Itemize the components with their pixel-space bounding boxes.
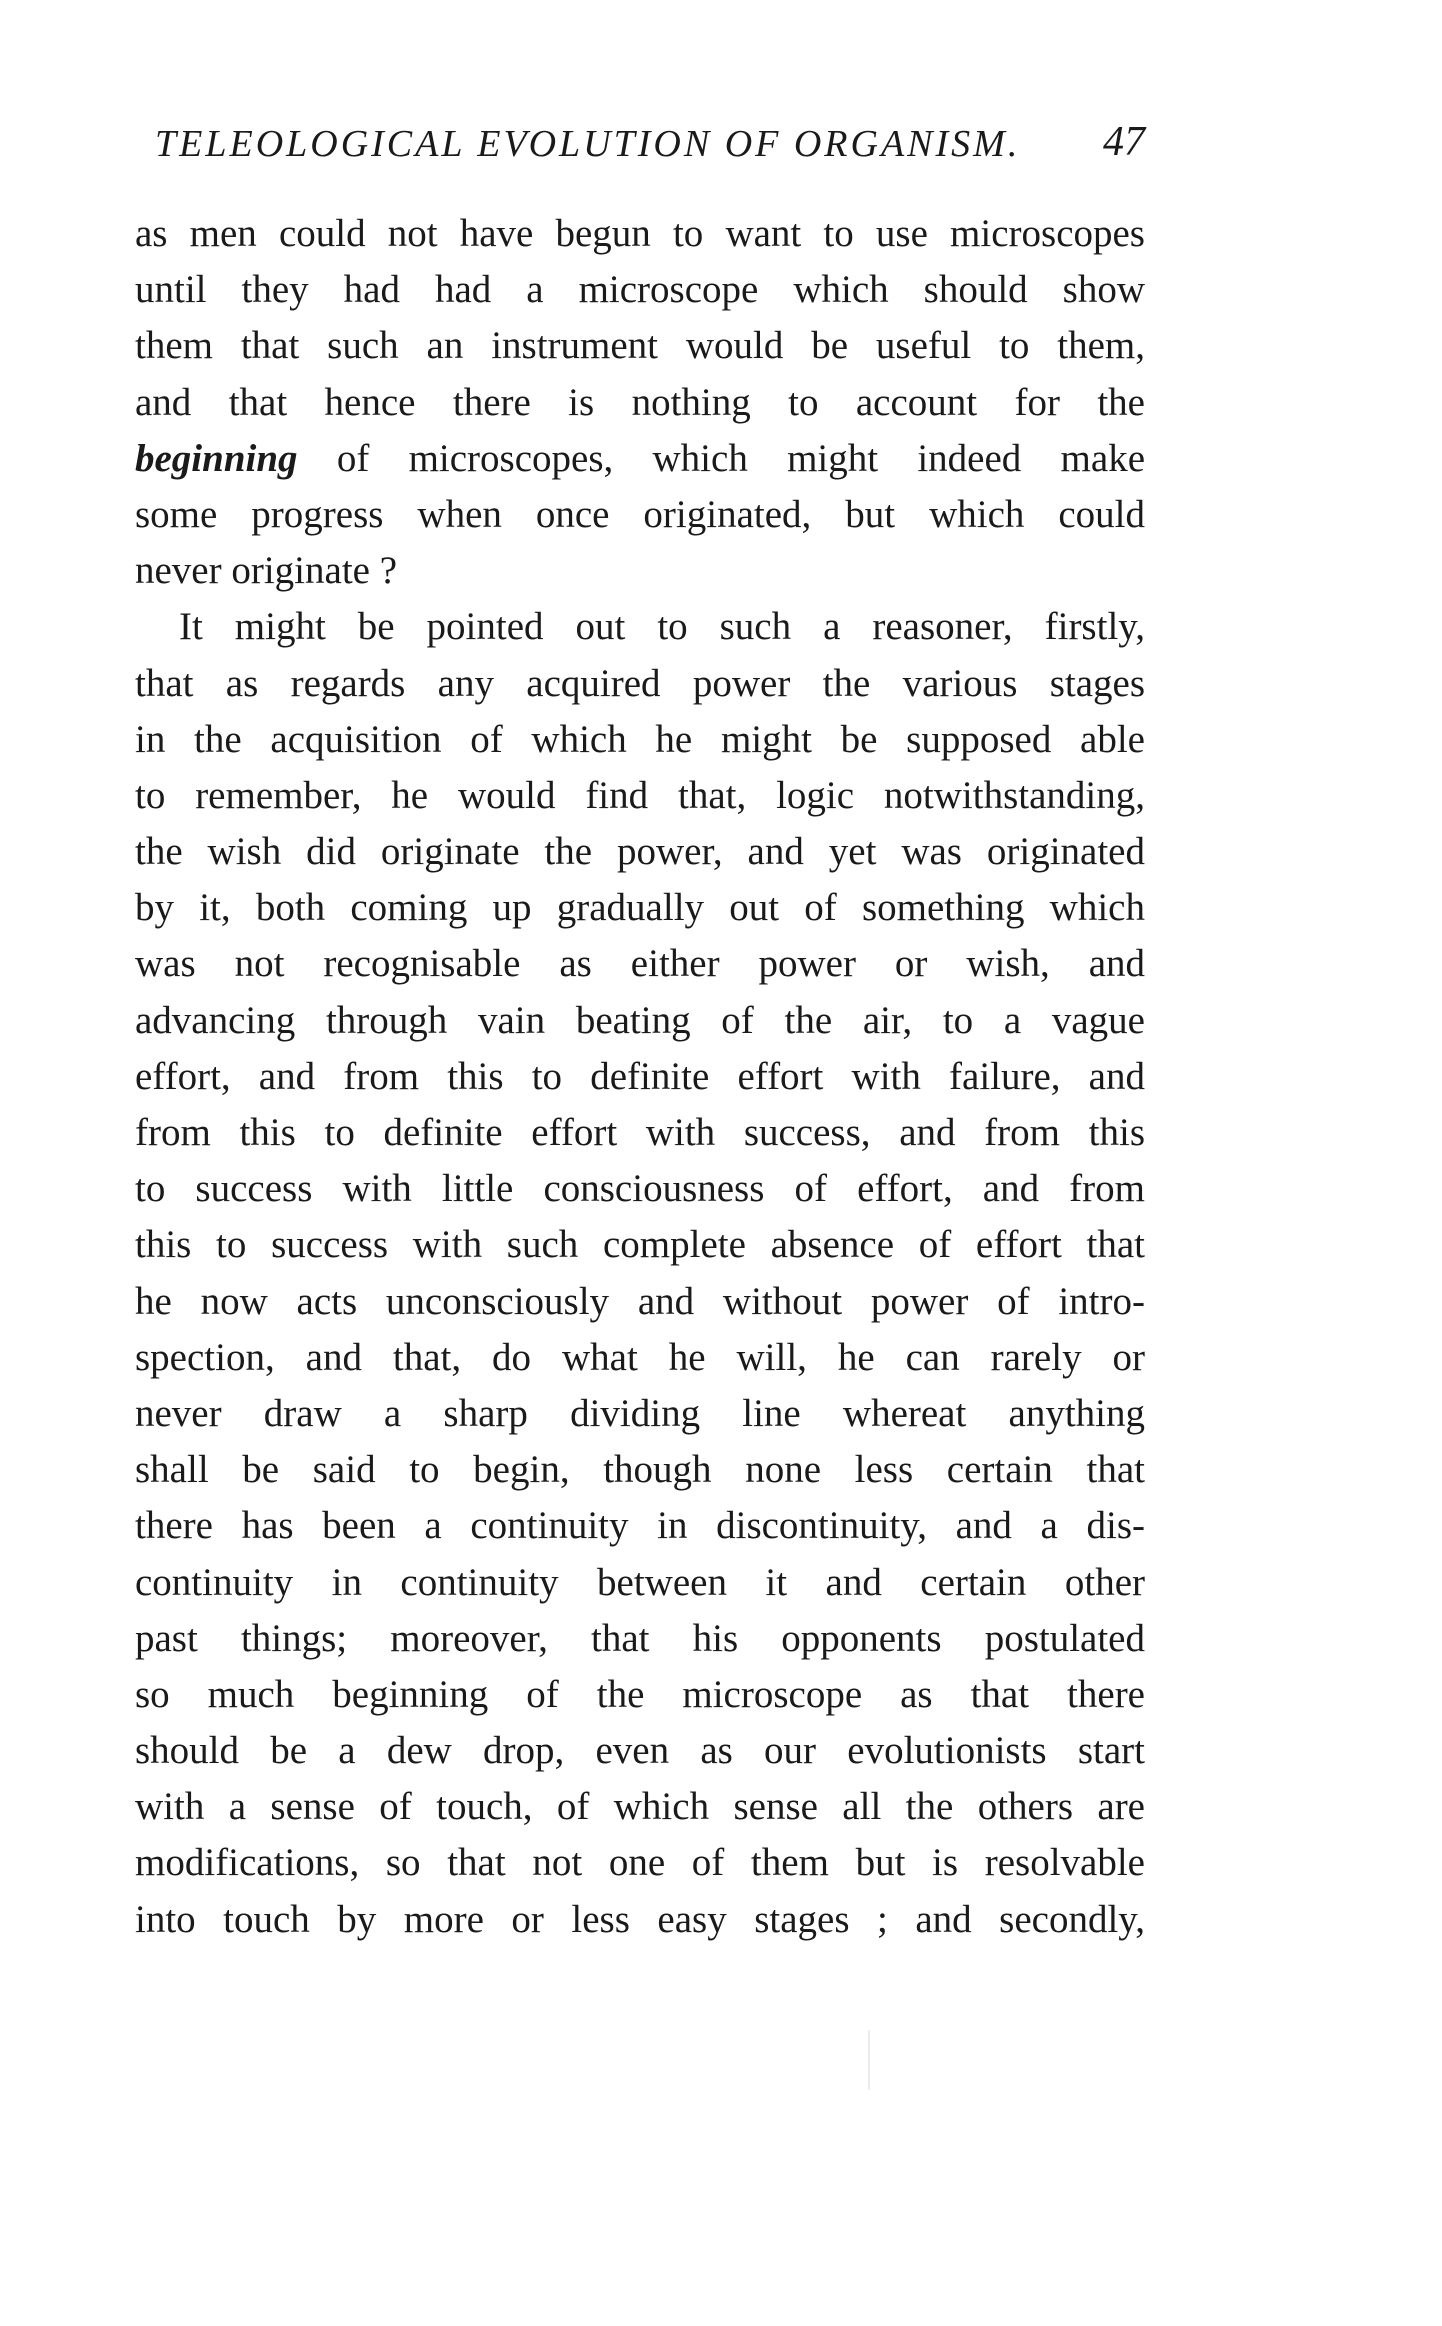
scan-mark <box>868 2030 870 2090</box>
text-line: in the acquisition of which he might be supposed able <box>135 717 1145 761</box>
text-line: never draw a sharp dividing line whereat anything <box>135 1391 1145 1435</box>
body-text <box>135 206 1145 1948</box>
running-head <box>135 118 1145 178</box>
text-line: them that such an instrument would be useful to them, <box>135 324 1145 368</box>
text-line: modifications, so that not one of them but is resolvable <box>135 1841 1145 1885</box>
emphasized-word: beginning <box>135 436 298 480</box>
text-line: to remember, he would find that, logic notwithstanding, <box>135 773 1145 817</box>
text-line <box>135 431 1145 487</box>
text-line: some progress when once originated, but which could <box>135 492 1145 536</box>
text-line: from this to definite effort with success, and from this <box>135 1111 1145 1154</box>
text-line: this to success with such complete absence of effort that <box>135 1223 1145 1267</box>
running-title: TELEOLOGICAL EVOLUTION OF ORGANISM. <box>155 123 1021 165</box>
page-number: 47 <box>1103 119 1145 165</box>
text-line: advancing through vain beating of the air, to a vague <box>135 998 1145 1042</box>
text-line: continuity in continuity between it and certain other <box>135 1560 1145 1604</box>
text-line: until they had had a microscope which should show <box>135 268 1145 312</box>
text-line: was not recognisable as either power or wish, and <box>135 942 1145 986</box>
text-line: effort, and from this to definite effort with failure, and <box>135 1054 1145 1098</box>
text-line: he now acts unconsciously and without power of intro- <box>135 1279 1145 1323</box>
text-line: should be a dew drop, even as our evolutionists start <box>135 1729 1145 1773</box>
text-line: the wish did originate the power, and yet was originated <box>135 830 1145 874</box>
text-line: never originate ? <box>135 549 398 593</box>
text-line: past things; moreover, that his opponents postulated <box>135 1616 1145 1660</box>
text-line: by it, both coming up gradually out of something which <box>135 886 1145 930</box>
text-line: so much beginning of the microscope as that there <box>135 1672 1145 1716</box>
text-line: into touch by more or less easy stages ; and secondly, <box>135 1897 1145 1941</box>
text-line: and that hence there is nothing to account for the <box>135 380 1145 424</box>
text-line: with a sense of touch, of which sense all the others are <box>135 1785 1145 1829</box>
text-line: there has been a continuity in discontinuity, and a dis- <box>135 1504 1145 1548</box>
text-line: that as regards any acquired power the various stages <box>135 661 1145 705</box>
text-line: to success with little consciousness of effort, and from <box>135 1167 1145 1211</box>
text-line: as men could not have begun to want to use microscopes <box>135 212 1145 255</box>
text-line: It might be pointed out to such a reasoner, firstly, <box>179 605 1145 649</box>
text-line: shall be said to begin, though none less certain that <box>135 1448 1145 1492</box>
text-line: spection, and that, do what he will, he can rarely or <box>135 1335 1145 1379</box>
text-line-rest: of microscopes, which might indeed make <box>336 436 1145 480</box>
